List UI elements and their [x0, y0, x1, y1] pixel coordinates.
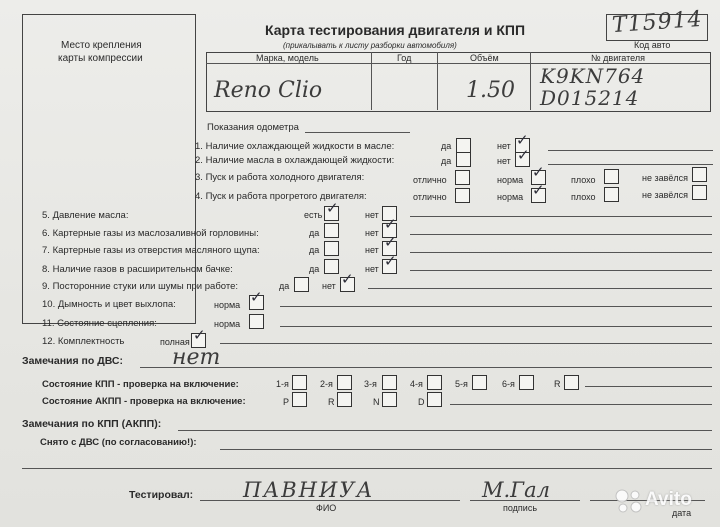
- item-2-no-label: нет: [497, 156, 511, 166]
- item-8-yes-label: да: [309, 264, 320, 274]
- gear-6-checkbox[interactable]: [519, 375, 534, 390]
- item-7-yes-label: да: [309, 245, 320, 255]
- item-9-no-label: нет: [322, 281, 336, 291]
- odometer-label: Показания одометра: [207, 122, 299, 133]
- kpp-check-label: Состояние КПП - проверка на включение:: [42, 379, 239, 390]
- item-7-no-label: нет: [365, 245, 379, 255]
- col-model-header: Марка, модель: [256, 53, 319, 63]
- item-1-yes-checkbox[interactable]: [456, 138, 471, 153]
- form-title: Карта тестирования двигателя и КПП: [265, 22, 526, 38]
- gearbox-remarks-label: Замечания по КПП (АКПП):: [22, 418, 162, 430]
- item-6-no-check-mark: ✓: [384, 215, 397, 233]
- item-7-no-check-mark: ✓: [384, 233, 397, 251]
- code-auto-label: Код авто: [634, 40, 671, 50]
- avito-watermark: [614, 487, 714, 515]
- akpp-check-label: Состояние АКПП - проверка на включение:: [42, 396, 246, 407]
- gear-4-label: 4-я: [410, 379, 423, 389]
- gear-r-label: R: [554, 379, 561, 389]
- item-3-bad-checkbox[interactable]: [604, 169, 619, 184]
- item-12-full-label: полная: [160, 337, 190, 347]
- mode-r-checkbox[interactable]: [337, 392, 352, 407]
- item-11-normal-label: норма: [214, 319, 241, 329]
- gear-4-checkbox[interactable]: [427, 375, 442, 390]
- model-value: Reno Clio: [214, 78, 323, 103]
- item-2-yes-label: да: [441, 156, 452, 166]
- item-4-excellent-label: отлично: [413, 192, 447, 202]
- item-5-exists-label: есть: [304, 210, 323, 220]
- item-12-full-check-mark: ✓: [193, 326, 206, 344]
- engine-number-line2: D015214: [540, 86, 640, 110]
- item-5-exists-check-mark: ✓: [326, 199, 339, 217]
- tester-signature: М.Гал: [482, 478, 550, 502]
- item-11-normal-checkbox[interactable]: [249, 314, 264, 329]
- item-5-no-label: нет: [365, 210, 379, 220]
- gear-3-label: 3-я: [364, 379, 377, 389]
- gear-2-label: 2-я: [320, 379, 333, 389]
- item-3-normal-label: норма: [497, 175, 524, 185]
- item-3-label: 3. Пуск и работа холодного двигателя:: [195, 172, 365, 183]
- mode-n-checkbox[interactable]: [382, 392, 397, 407]
- item-7-yes-checkbox[interactable]: [324, 241, 339, 256]
- item-3-normal-check-mark: ✓: [532, 163, 545, 181]
- photo-box-label-1: Место крепления: [61, 40, 142, 51]
- item-4-not-started-checkbox[interactable]: [692, 185, 707, 200]
- gear-1-label: 1-я: [276, 379, 289, 389]
- gear-2-checkbox[interactable]: [337, 375, 352, 390]
- mode-d-label: D: [418, 397, 425, 407]
- col-year-header: Год: [397, 53, 412, 63]
- item-1-yes-label: да: [441, 141, 452, 151]
- item-3-bad-label: плохо: [571, 175, 596, 185]
- item-9-yes-checkbox[interactable]: [294, 277, 309, 292]
- item-2-yes-checkbox[interactable]: [456, 152, 471, 167]
- photo-box-label-2: карты компрессии: [58, 53, 143, 64]
- mode-d-checkbox[interactable]: [427, 392, 442, 407]
- item-10-label: 10. Дымность и цвет выхлопа:: [42, 299, 176, 310]
- item-2-label: 2. Наличие масла в охлаждающей жидкости:: [195, 155, 395, 166]
- item-4-not-started-label: не завёлся: [642, 190, 689, 200]
- gear-r-checkbox[interactable]: [564, 375, 579, 390]
- item-10-normal-check-mark: ✓: [250, 288, 263, 306]
- item-8-no-label: нет: [365, 264, 379, 274]
- mode-p-label: P: [283, 397, 290, 407]
- engine-remarks-label: Замечания по ДВС:: [22, 355, 123, 367]
- item-1-label: 1. Наличие охлаждающей жидкости в масле:: [195, 141, 395, 152]
- item-4-excellent-checkbox[interactable]: [455, 188, 470, 203]
- item-6-yes-checkbox[interactable]: [324, 223, 339, 238]
- gear-1-checkbox[interactable]: [292, 375, 307, 390]
- item-6-label: 6. Картерные газы из маслозаливной горловины:: [42, 228, 259, 239]
- engine-remarks-value: нет: [172, 345, 221, 370]
- code-auto-value: T15914: [611, 6, 704, 39]
- item-8-label: 8. Наличие газов в расширительном бачке:: [42, 264, 233, 275]
- col-number-header: № двигателя: [591, 53, 645, 63]
- col-volume-header: Объём: [470, 53, 499, 63]
- item-6-no-label: нет: [365, 228, 379, 238]
- engine-number-line1: K9KN764: [540, 64, 646, 88]
- signature-label: подпись: [503, 503, 538, 513]
- item-4-normal-check-mark: ✓: [532, 181, 545, 199]
- mode-n-label: N: [373, 397, 380, 407]
- form-subtitle: (прикалывать к листу разборки автомобиля): [283, 41, 457, 50]
- mode-r-label: R: [328, 397, 335, 407]
- tester-name: ПАВНИУА: [243, 478, 375, 502]
- item-4-bad-checkbox[interactable]: [604, 187, 619, 202]
- item-1-no-check-mark: ✓: [516, 131, 529, 149]
- item-5-label: 5. Давление масла:: [42, 210, 129, 221]
- item-12-label: 12. Комплектность: [42, 336, 125, 347]
- tested-by-label: Тестировал:: [129, 489, 194, 501]
- avito-logo-icon: [614, 488, 644, 514]
- gear-5-checkbox[interactable]: [472, 375, 487, 390]
- item-4-bad-label: плохо: [571, 192, 596, 202]
- item-4-normal-label: норма: [497, 192, 524, 202]
- date-label: дата: [672, 508, 692, 518]
- item-2-no-check-mark: ✓: [517, 146, 530, 164]
- item-9-label: 9. Посторонние стуки или шумы при работе:: [42, 281, 238, 292]
- item-3-excellent-checkbox[interactable]: [455, 170, 470, 185]
- item-3-not-started-label: не завёлся: [642, 173, 689, 183]
- item-11-label: 11. Состояние сцепления:: [42, 318, 157, 329]
- item-3-not-started-checkbox[interactable]: [692, 167, 707, 182]
- gear-6-label: 6-я: [502, 379, 515, 389]
- avito-watermark-text: Avito: [645, 489, 692, 510]
- gear-5-label: 5-я: [455, 379, 468, 389]
- item-1-no-label: нет: [497, 141, 511, 151]
- item-3-excellent-label: отлично: [413, 175, 447, 185]
- item-9-yes-label: да: [279, 281, 290, 291]
- volume-value: 1.50: [466, 78, 515, 103]
- item-4-label: 4. Пуск и работа прогретого двигателя:: [195, 191, 367, 202]
- item-8-yes-checkbox[interactable]: [324, 259, 339, 274]
- removed-from-engine-label: Снято с ДВС (по согласованию!):: [40, 437, 197, 448]
- gear-3-checkbox[interactable]: [382, 375, 397, 390]
- fio-label: ФИО: [316, 503, 337, 513]
- item-7-label: 7. Картерные газы из отверстия масляного щупа:: [42, 245, 260, 256]
- item-9-no-check-mark: ✓: [341, 270, 354, 288]
- item-8-no-check-mark: ✓: [384, 252, 397, 270]
- item-6-yes-label: да: [309, 228, 320, 238]
- item-10-normal-label: норма: [214, 300, 241, 310]
- mode-p-checkbox[interactable]: [292, 392, 307, 407]
